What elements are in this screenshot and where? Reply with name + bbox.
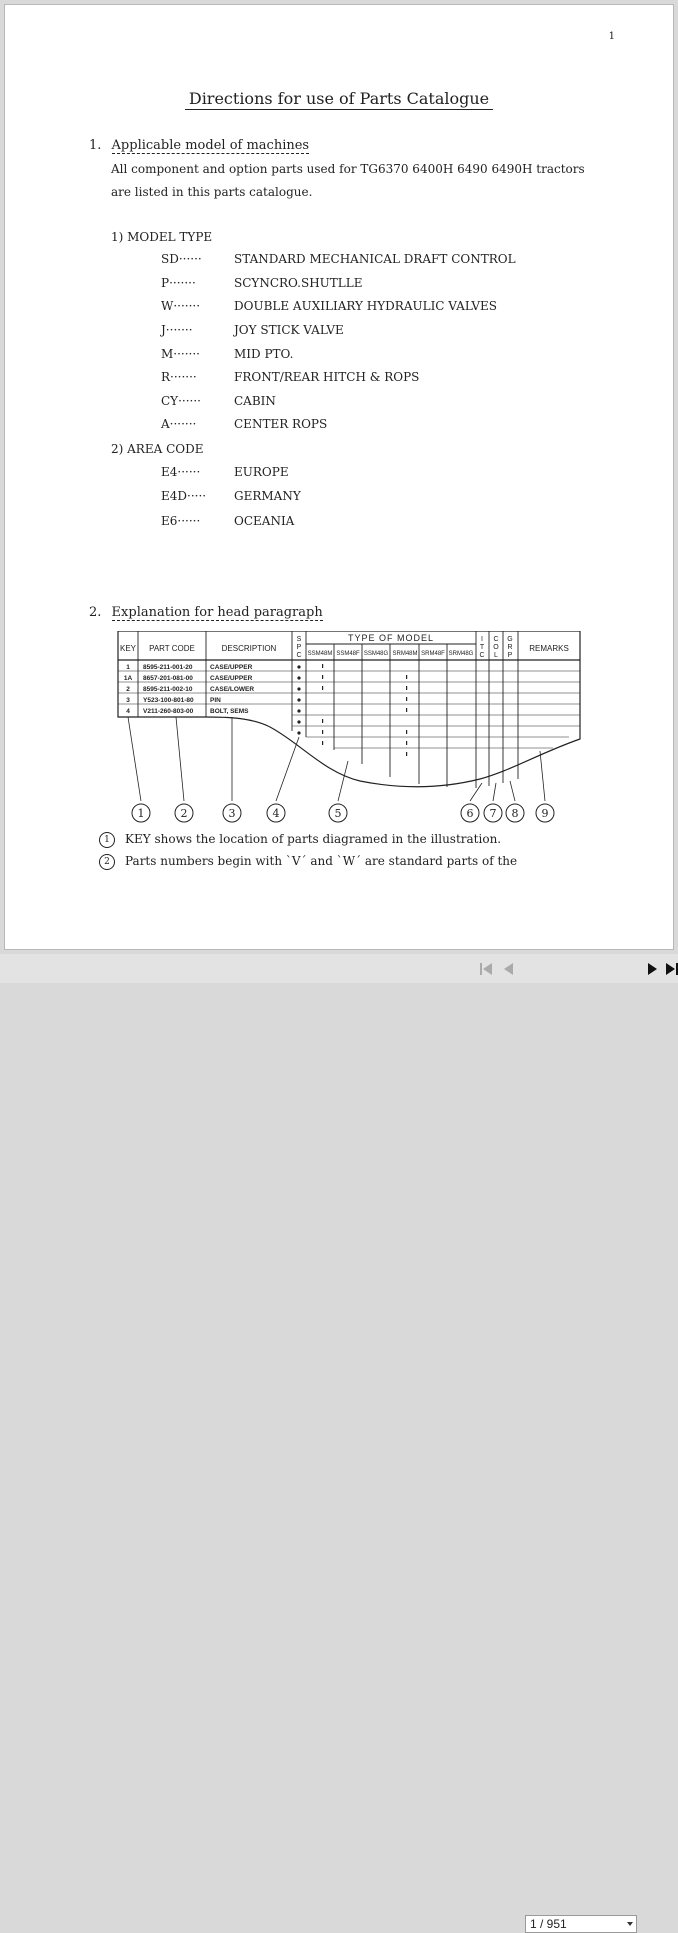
header-itc: T — [479, 644, 485, 651]
row-key: 3 — [126, 697, 130, 704]
model-desc: STANDARD MECHANICAL DRAFT CONTROL — [234, 252, 516, 266]
model-code: M······· — [161, 347, 200, 361]
section2-number: 2. — [89, 605, 102, 620]
header-grp: G — [507, 636, 513, 643]
page-indicator: 1 / 951 — [530, 1917, 567, 1931]
head-paragraph-diagram — [110, 631, 590, 831]
header-description: DESCRIPTION — [221, 644, 277, 653]
header-itc: C — [479, 652, 485, 659]
section2-heading — [89, 605, 323, 620]
area-code: E6······ — [161, 514, 201, 528]
section1-line1: All component and option parts used for TG6370 6400H 6490 6490H tractors — [111, 162, 585, 176]
model-code: A······· — [161, 417, 197, 431]
row-key: 2 — [126, 686, 130, 693]
callout-number: 9 — [541, 807, 549, 820]
model-desc: DOUBLE AUXILIARY HYDRAULIC VALVES — [234, 299, 498, 313]
row-description: BOLT, SEMS — [210, 708, 249, 715]
area-desc: GERMANY — [234, 489, 301, 503]
callout-number: 7 — [489, 807, 497, 820]
section2-heading-text: Explanation for head paragraph — [111, 605, 323, 620]
chevron-down-icon — [627, 1922, 633, 1926]
header-model: SSM48M — [307, 651, 333, 657]
model-desc: MID PTO. — [234, 347, 294, 361]
header-model: SSM48F — [336, 651, 360, 657]
model-code: SD······ — [161, 252, 202, 266]
title-text: Directions for use of Parts Catalogue — [185, 89, 493, 110]
area-code: E4D····· — [161, 489, 207, 503]
callout-number: 1 — [137, 807, 145, 820]
header-col: C — [493, 636, 499, 643]
model-code: CY······ — [161, 394, 201, 408]
note-2 — [99, 854, 517, 870]
page-title — [5, 89, 673, 108]
model-desc: FRONT/REAR HITCH & ROPS — [234, 370, 420, 384]
area-code-heading: 2) AREA CODE — [111, 442, 204, 456]
row-description: CASE/UPPER — [210, 664, 253, 671]
section1-heading-text: Applicable model of machines — [111, 138, 310, 153]
header-grp: R — [507, 644, 513, 651]
header-model: SRM48M — [392, 651, 418, 657]
callout-number: 4 — [272, 807, 280, 820]
header-part-code: PART CODE — [149, 644, 195, 653]
area-code: E4······ — [161, 465, 201, 479]
first-page-icon[interactable] — [480, 963, 494, 975]
model-desc: SCYNCRO.SHUTLLE — [234, 276, 363, 290]
section1-line2: are listed in this parts catalogue. — [111, 185, 313, 199]
header-spc: S — [296, 636, 302, 643]
callout-number: 6 — [466, 807, 474, 820]
header-col: O — [493, 644, 499, 651]
last-page-icon[interactable] — [666, 963, 678, 975]
page-number: 1 — [608, 31, 615, 42]
row-key: 1A — [123, 675, 133, 682]
note-marker: 2 — [99, 854, 115, 870]
row-key: 1 — [126, 664, 130, 671]
header-spc: C — [296, 652, 302, 659]
callout-number: 8 — [511, 807, 519, 820]
model-code: W······· — [161, 299, 201, 313]
header-model: SRM48F — [421, 651, 445, 657]
previous-page-icon[interactable] — [504, 963, 513, 975]
row-part-code: 8595-211-002-10 — [143, 686, 193, 693]
next-page-icon[interactable] — [648, 963, 657, 975]
note-text: KEY shows the location of parts diagramed in the illustration. — [125, 832, 502, 846]
header-remarks: REMARKS — [529, 644, 569, 653]
viewer-toolbar — [0, 954, 678, 1931]
model-desc: JOY STICK VALVE — [234, 323, 344, 337]
model-desc: CABIN — [234, 394, 276, 408]
row-description: CASE/UPPER — [210, 675, 253, 682]
note-text: Parts numbers begin with `V´ and `W´ are standard parts of the — [125, 854, 518, 868]
header-type-of-model: TYPE OF MODEL — [347, 633, 435, 643]
document-page — [4, 4, 674, 950]
area-desc: EUROPE — [234, 465, 289, 479]
header-spc: P — [296, 644, 302, 651]
header-itc: I — [481, 636, 483, 643]
row-part-code: V211-260-803-00 — [143, 708, 194, 715]
row-description: PIN — [210, 697, 221, 704]
callout-number: 3 — [228, 807, 236, 820]
header-model: SSM48G — [363, 651, 389, 657]
model-code: J······· — [161, 323, 193, 337]
note-marker: 1 — [99, 832, 115, 848]
callout-number: 2 — [180, 807, 188, 820]
model-type-heading: 1) MODEL TYPE — [111, 230, 213, 244]
row-key: 4 — [126, 708, 130, 715]
header-key: KEY — [119, 644, 137, 653]
row-part-code: 8595-211-001-20 — [143, 664, 193, 671]
model-desc: CENTER ROPS — [234, 417, 328, 431]
header-model: SRM48G — [448, 651, 474, 657]
header-col: L — [494, 652, 498, 659]
note-1 — [99, 832, 501, 848]
row-part-code: Y523-100-801-80 — [143, 697, 194, 704]
row-description: CASE/LOWER — [210, 686, 255, 693]
section1-heading — [89, 138, 309, 153]
row-part-code: 8657-201-081-00 — [143, 675, 193, 682]
model-code: R······· — [161, 370, 197, 384]
area-desc: OCEANIA — [234, 514, 295, 528]
header-grp: P — [507, 652, 513, 659]
section1-number: 1. — [89, 138, 102, 153]
model-code: P······· — [161, 276, 196, 290]
callout-number: 5 — [334, 807, 342, 820]
page-selector[interactable] — [525, 1915, 637, 1933]
